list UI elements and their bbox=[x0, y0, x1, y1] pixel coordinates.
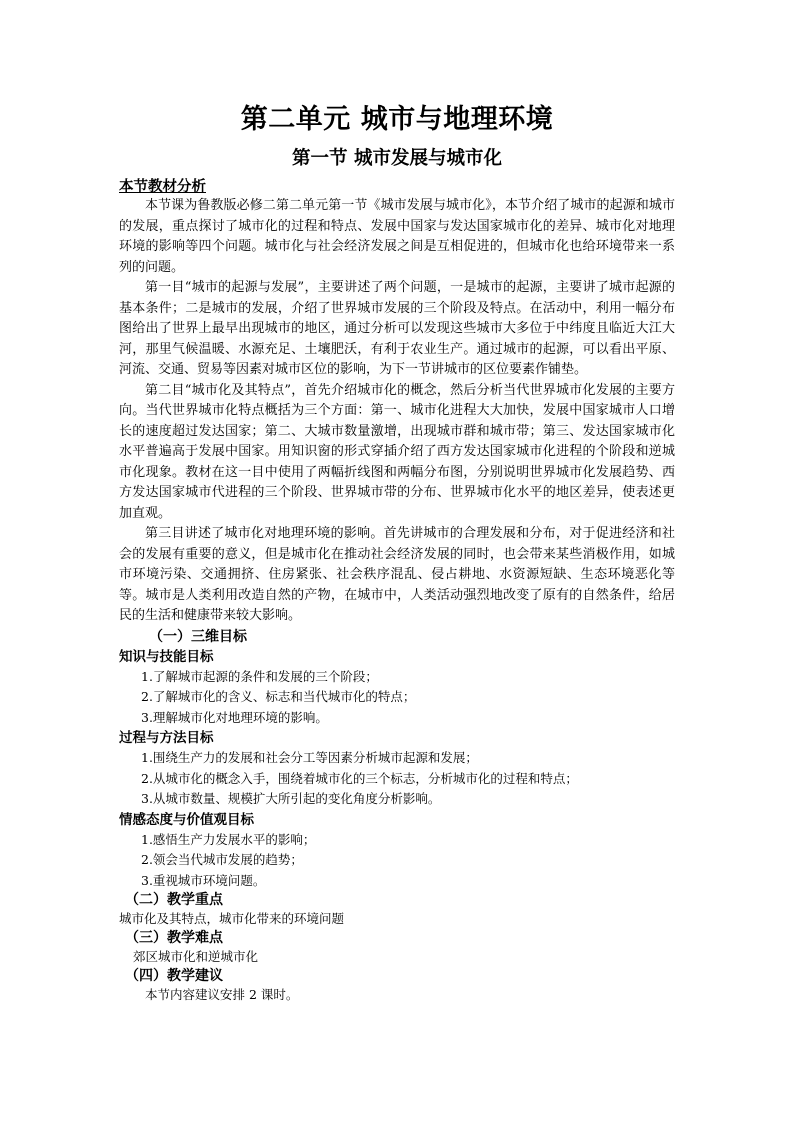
emotion-item: 3.重视城市环境问题。 bbox=[141, 872, 266, 888]
analysis-paragraph-1: 本节课为鲁教版必修二第二单元第一节《城市发展与城市化》，本节介绍了城市的起源和城市的发展，重点探讨了城市化的过程和特点、发展中国家与发达国家城市化的差异、城市化对地理环境的影响等四个问题。城市化与社会经济发展之间是互相促进的，但城市化也给环境带来一系列的问题。 bbox=[119, 198, 675, 275]
process-item: 1.围绕生产力的发展和社会分工等因素分析城市起源和发展； bbox=[141, 750, 478, 765]
section-title: 第一节 城市发展与城市化 bbox=[292, 148, 502, 169]
process-item: 2.从城市化的概念入手，围绕着城市化的三个标志，分析城市化的过程和特点； bbox=[141, 770, 578, 786]
document-page bbox=[119, 100, 675, 1005]
process-item: 3.从城市数量、规模扩大所引起的变化角度分析影响。 bbox=[141, 791, 441, 806]
process-heading: 过程与方法目标 bbox=[119, 730, 214, 746]
knowledge-item: 3.理解城市化对地理环境的影响。 bbox=[141, 709, 328, 725]
analysis-paragraph-3: 第二目“城市化及其特点”，首先介绍城市化的概念，然后分析当代世界城市化发展的主要方向。当代世界城市化特点概括为三个方面：第一、城市化进程大大加快，发展中国家城市人口增长的速度超过发达国家；第二、大城市数量激增，出现城市群和城市带；第三、发达国家城市化水平普遍高于发展中国家。用知识窗的形式穿插介绍了西方发达国家城市化进程的个阶段和逆城市化现象。教材在这一目中使用了两幅折线图和两幅分布图，分别说明世界城市化发展趋势、西方发达国家城市代进程的三个阶段、世界城市带的分布、世界城市化水平的地区差异，使表述更加直观。 bbox=[119, 382, 675, 521]
unit-title: 第二单元 城市与地理环境 bbox=[240, 104, 554, 135]
emotion-item: 1.感悟生产力发展水平的影响； bbox=[141, 831, 316, 847]
suggestion-text: 本节内容建议安排 2 课时。 bbox=[145, 987, 299, 1002]
key-points-text: 城市化及其特点，城市化带来的环境问题 bbox=[119, 911, 345, 926]
knowledge-item: 2.了解城市化的含义、标志和当代城市化的特点； bbox=[141, 689, 416, 704]
knowledge-item: 1.了解城市起源的条件和发展的三个阶段； bbox=[141, 668, 378, 684]
suggestion-heading: （四）教学建议 bbox=[125, 968, 223, 984]
analysis-paragraph-2: 第一目“城市的起源与发展”，主要讲述了两个问题，一是城市的起源，主要讲了城市起源的基本条件；二是城市的发展，介绍了世界城市发展的三个阶段及特点。在活动中，利用一幅分布图给出了世界上最早出现城市的地区，通过分析可以发现这些城市大多位于中纬度且临近大江大河，那里气候温暖、水源充足、土壤肥沃，有利于农业生产。通过城市的起源，可以看出平原、河流、交通、贸易等因素对城市区位的影响，为下一节讲城市的区位要素作铺垫。 bbox=[119, 280, 675, 377]
emotion-heading: 情感态度与价值观目标 bbox=[119, 811, 254, 828]
emotion-item: 2.领会当代城市发展的趋势； bbox=[141, 852, 303, 867]
analysis-paragraph-4: 第三目讲述了城市化对地理环境的影响。首先讲城市的合理发展和分布，对于促进经济和社会的发展有重要的意义，但是城市化在推动社会经济发展的同时，也会带来某些消极作用，如城市环境污染、交通拥挤、住房紧张、社会秩序混乱、侵占耕地、水资源短缺、生态环境恶化等等。城市是人类利用改造自然的产物，在城市中，人类活动强烈地改变了原有的自然条件，给居民的生活和健康带来较大影响。 bbox=[119, 526, 675, 623]
objectives-heading: （一）三维目标 bbox=[149, 628, 247, 645]
difficulties-heading: （三）教学难点 bbox=[125, 930, 223, 946]
key-points-heading: （二）教学重点 bbox=[125, 892, 223, 908]
analysis-heading: 本节教材分析 bbox=[119, 178, 206, 195]
difficulties-text: 郊区城市化和逆城市化 bbox=[133, 949, 259, 964]
knowledge-heading: 知识与技能目标 bbox=[119, 648, 214, 665]
